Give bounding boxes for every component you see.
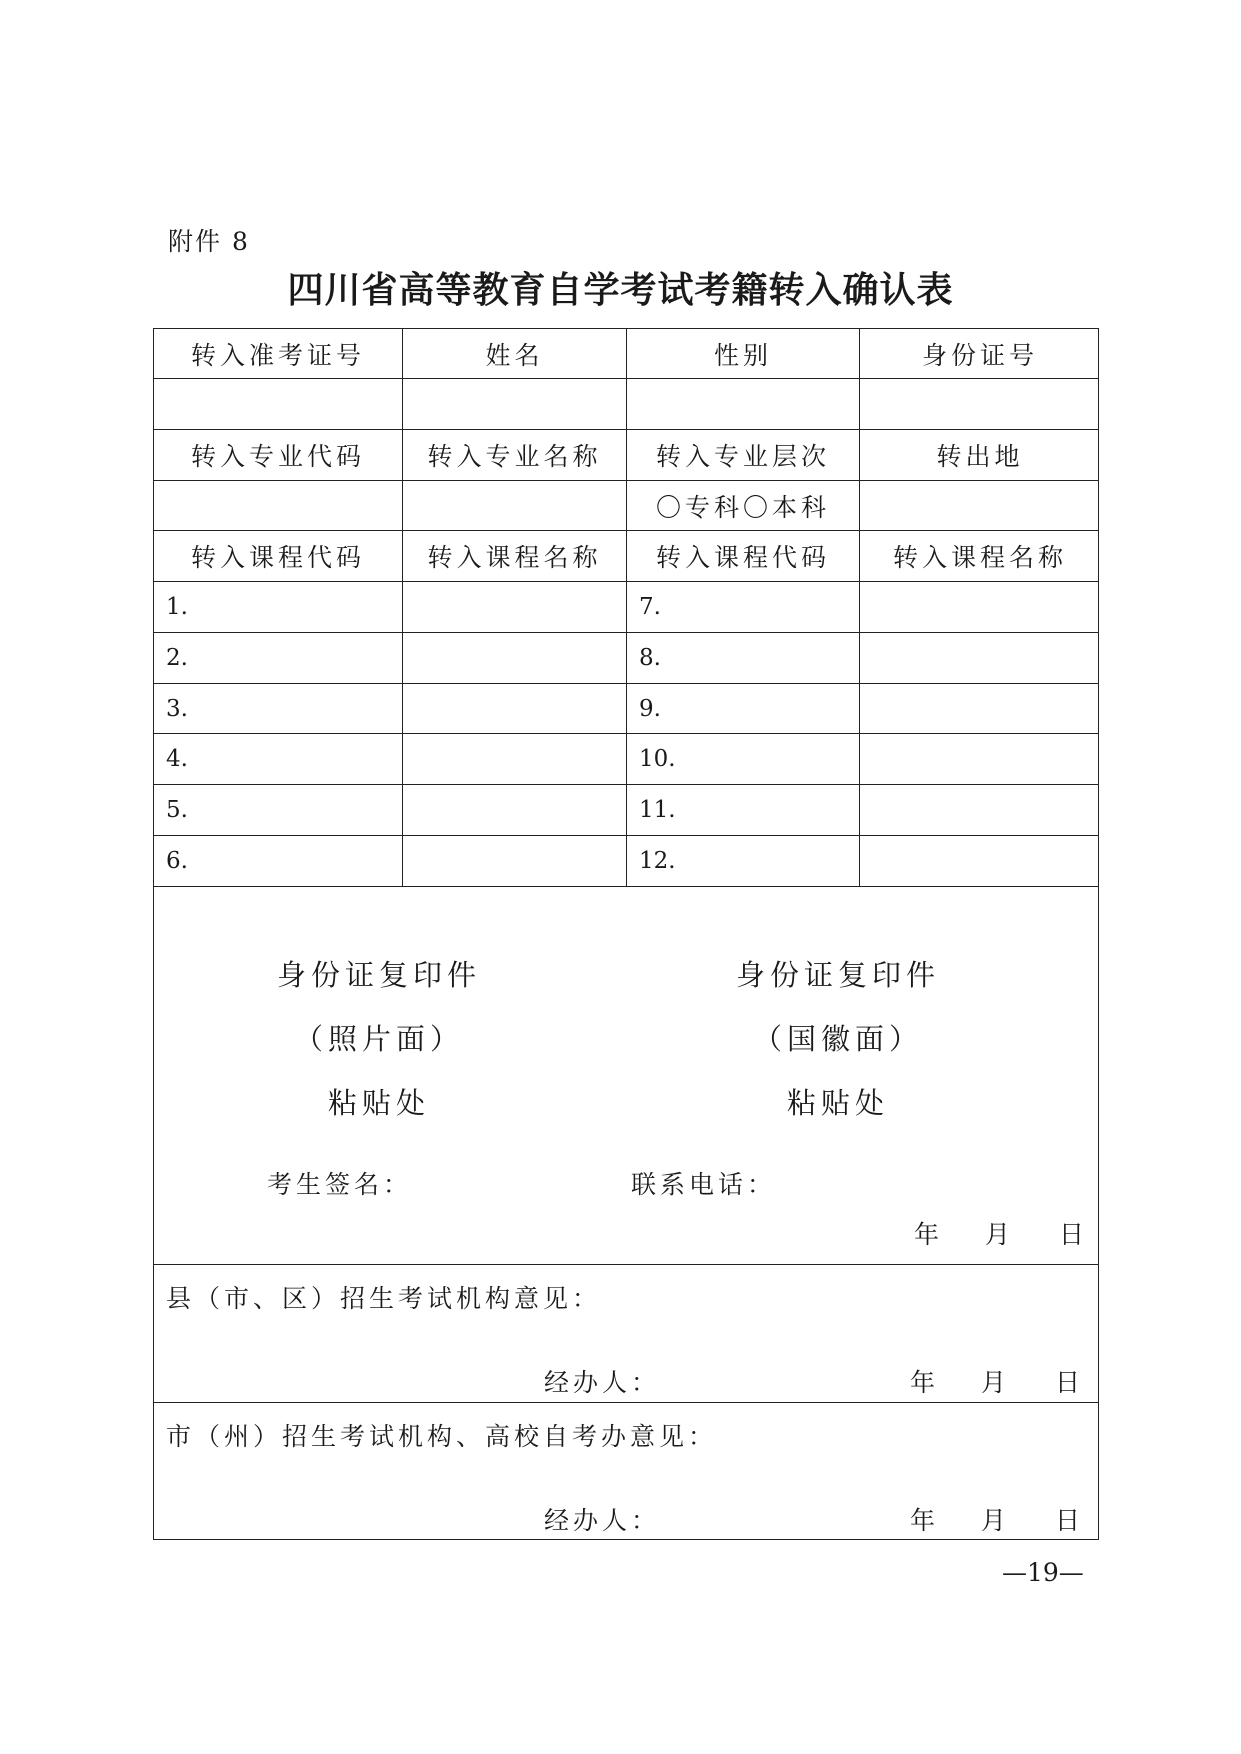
course-name-field[interactable]: [860, 582, 1100, 632]
form-title: 四川省高等教育自学考试考籍转入确认表: [287, 269, 954, 311]
id-copy-section: [154, 887, 1098, 1265]
major-name-field[interactable]: [403, 481, 627, 530]
confirmation-form: [153, 328, 1099, 1540]
id-back-line1: 身份证复印件: [735, 958, 940, 992]
course-number[interactable]: 2.: [154, 633, 403, 683]
date-month: 月: [985, 1220, 1011, 1249]
city-opinion-section: [154, 1403, 1098, 1539]
course-name-field[interactable]: [403, 633, 627, 683]
id-front-line1: 身份证复印件: [276, 958, 481, 992]
student-info-row: [154, 379, 1098, 430]
course-row: [154, 836, 1098, 887]
course-name-field[interactable]: [860, 836, 1100, 886]
course-number[interactable]: 1.: [154, 582, 403, 632]
header-id-number: 身份证号: [921, 340, 1038, 370]
name-field[interactable]: [403, 379, 627, 429]
course-name-field[interactable]: [860, 734, 1100, 784]
header-major-level: 转入专业层次: [627, 430, 860, 480]
course-name-field[interactable]: [860, 633, 1100, 683]
header-major-code: 转入专业代码: [154, 430, 403, 480]
course-name-field[interactable]: [403, 836, 627, 886]
course-name-field[interactable]: [403, 785, 627, 835]
course-row: [154, 785, 1098, 836]
date-day: 日: [1055, 1506, 1081, 1535]
id-back-paste-area[interactable]: [678, 943, 998, 1135]
header-origin: 转出地: [936, 442, 1024, 471]
date-month: 月: [981, 1368, 1007, 1397]
major-level-options[interactable]: 〇专科〇本科: [627, 481, 860, 530]
county-opinion-label: 县（市、区）招生考试机构意见：: [166, 1284, 602, 1313]
date-month: 月: [981, 1506, 1007, 1535]
header-name: 姓名: [403, 329, 627, 378]
date-day: 日: [1059, 1220, 1085, 1249]
course-number[interactable]: 5.: [154, 785, 403, 835]
course-row: [154, 582, 1098, 633]
header-row-major: [154, 430, 1098, 481]
course-number[interactable]: 8.: [627, 633, 860, 683]
course-row: [154, 684, 1098, 734]
header-course-code-left: 转入课程代码: [154, 531, 403, 581]
header-course-code-right: 转入课程代码: [627, 531, 860, 581]
course-number[interactable]: 6.: [154, 836, 403, 886]
major-info-row: [154, 481, 1098, 531]
header-gender: 性别: [627, 329, 860, 378]
id-number-field[interactable]: [860, 379, 1100, 429]
county-handler-label: 经办人：: [544, 1368, 661, 1397]
course-name-field[interactable]: [403, 684, 627, 733]
course-number[interactable]: 3.: [154, 684, 403, 733]
city-opinion-label: 市（州）招生考试机构、高校自考办意见：: [166, 1422, 718, 1451]
header-admission-ticket: 转入准考证号: [154, 329, 403, 378]
course-number[interactable]: 10.: [627, 734, 860, 784]
attachment-label: 附件 8: [168, 227, 250, 256]
header-row-courses: [154, 531, 1098, 582]
course-name-field[interactable]: [860, 684, 1100, 733]
id-front-line3: 粘贴处: [327, 1086, 430, 1120]
student-signature-label: 考生签名：: [267, 1170, 413, 1199]
county-opinion-section: [154, 1265, 1098, 1403]
date-day: 日: [1055, 1368, 1081, 1397]
header-course-name-left: 转入课程名称: [403, 531, 627, 581]
contact-phone-label: 联系电话：: [631, 1170, 777, 1199]
id-front-line2: （照片面）: [293, 1022, 464, 1056]
course-row: [154, 633, 1098, 684]
course-number[interactable]: 9.: [627, 684, 860, 733]
major-code-field[interactable]: [154, 481, 403, 530]
course-name-field[interactable]: [403, 734, 627, 784]
header-row-student: [154, 329, 1098, 379]
id-front-paste-area[interactable]: [219, 943, 539, 1135]
date-year: 年: [910, 1368, 936, 1397]
header-course-name-right: 转入课程名称: [892, 543, 1067, 572]
admission-ticket-field[interactable]: [154, 379, 403, 429]
course-number[interactable]: 7.: [627, 582, 860, 632]
course-name-field[interactable]: [403, 582, 627, 632]
date-year: 年: [910, 1506, 936, 1535]
page-number: —19—: [1002, 1558, 1084, 1587]
course-name-field[interactable]: [860, 785, 1100, 835]
course-number[interactable]: 11.: [627, 785, 860, 835]
header-major-name: 转入专业名称: [403, 430, 627, 480]
course-number[interactable]: 12.: [627, 836, 860, 886]
gender-field[interactable]: [627, 379, 860, 429]
id-back-line2: （国徽面）: [752, 1022, 923, 1056]
city-handler-label: 经办人：: [544, 1506, 661, 1535]
course-row: [154, 734, 1098, 785]
date-year: 年: [914, 1220, 940, 1249]
id-back-line3: 粘贴处: [786, 1086, 889, 1120]
origin-field[interactable]: [860, 481, 1100, 530]
course-number[interactable]: 4.: [154, 734, 403, 784]
